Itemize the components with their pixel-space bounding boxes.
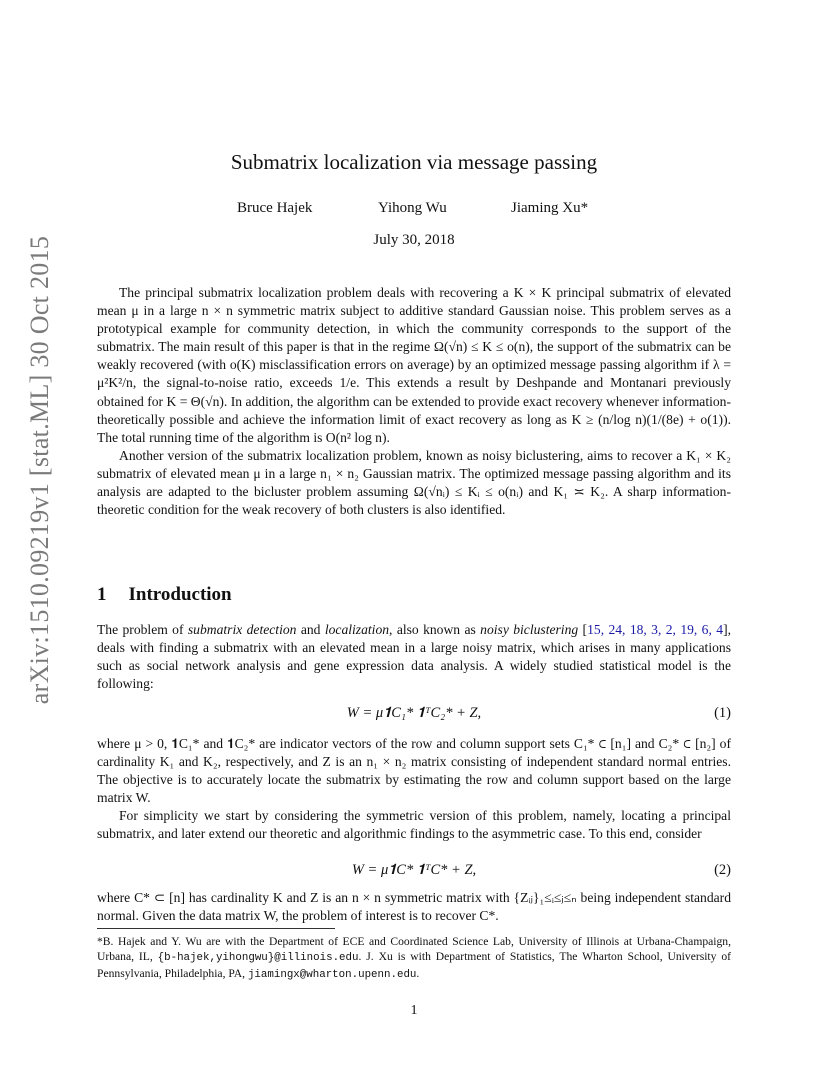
- intro-paragraph-2: [97, 735, 731, 807]
- arxiv-stamp: [16, 235, 64, 705]
- text-run: The problem of: [97, 622, 188, 637]
- author-2: Yihong Wu: [378, 200, 447, 216]
- intro-paragraph-3-text: For simplicity we start by considering the symmetric version of this problem, namely, locating a principal submatrix, and later extend our theoretic and algorithmic findings to the asymmetric case. To this end, consider: [97, 808, 731, 842]
- intro-paragraph-1: [97, 621, 731, 693]
- footnote-email-1[interactable]: {b-hajek,yihongwu}@illinois.edu: [157, 952, 359, 964]
- text-run: [: [578, 622, 588, 637]
- section-title: Introduction: [128, 584, 232, 605]
- text-emph: noisy biclustering: [480, 622, 579, 637]
- author-3: Jiaming Xu*: [511, 200, 589, 216]
- equation-1: [97, 705, 731, 725]
- text-run: and: [296, 622, 325, 637]
- equation-2: [97, 862, 731, 882]
- equation-1-formula: W = μ𝟏C₁* 𝟏ᵀC₂* + Z,: [346, 705, 482, 721]
- section-heading: [97, 584, 232, 606]
- abstract-paragraph-1: The principal submatrix localization problem deals with recovering a K × K principal submatrix of elevated mean μ in a large n × n symmetric matrix subject to additive standard Gaussian noise. This problem serves as a prototypical example for community detection, in which the community corresponds to the support of the submatrix. The main result of this paper is that in the regime Ω(√n) ≤ K ≤ o(n), the support of the submatrix can be weakly recovered (with o(K) misclassification errors on average) by an optimized message passing algorithm if λ = μ²K²/n, the signal-to-noise ratio, exceeds 1/e. This extends a result by Deshpande and Montanari previously obtained for K = Θ(√n). In addition, the algorithm can be extended to provide exact recovery whenever information-theoretically possible and achieve the information limit of exact recovery as long as K ≥ (n/log n)(1/(8e) + o(1)). The total running time of the algorithm is O(n² log n).: [97, 285, 731, 445]
- page-number: 1: [410, 1003, 418, 1018]
- footnote-text: . J. Xu is with Department of Statistics, The Wharton School, University of Pennsylvania, Philadelphia, PA,: [97, 950, 731, 980]
- arxiv-stamp-text: arXiv:1510.09219v1 [stat.ML] 30 Oct 2015: [25, 235, 54, 705]
- text-run: , also known as: [389, 622, 481, 637]
- equation-2-label: (2): [714, 862, 731, 878]
- paper-date: July 30, 2018: [373, 232, 455, 248]
- citation-links[interactable]: 15, 24, 18, 3, 2, 19, 6, 4: [587, 622, 724, 637]
- equation-2-formula: W = μ𝟏C* 𝟏ᵀC* + Z,: [351, 862, 477, 878]
- abstract-paragraph-2: Another version of the submatrix localization problem, known as noisy biclustering, aims to recover a K₁ × K₂ submatrix of elevated mean μ in a large n₁ × n₂ Gaussian matrix. The optimized message passing algorithm and its analysis are adapted to the bicluster problem assuming Ω(√nᵢ) ≤ Kᵢ ≤ o(nᵢ) and K₁ ≍ K₂. A sharp information-theoretic condition for the weak recovery of both clusters is also identified.: [97, 447, 731, 518]
- author-1: Bruce Hajek: [237, 200, 313, 216]
- footnote-email-2[interactable]: jiamingx@wharton.upenn.edu: [247, 969, 417, 981]
- section-number: 1: [97, 584, 107, 605]
- footnote: [97, 934, 731, 983]
- abstract: [97, 284, 731, 519]
- intro-paragraph-3: [97, 807, 731, 843]
- footnote-text: *B. Hajek and Y. Wu are with the Department of ECE and Coordinated Science Lab, University of Illinois at Urbana-Champaign, Urbana, IL,: [97, 935, 731, 963]
- intro-paragraph-4-text: where C* ⊂ [n] has cardinality K and Z is an n × n symmetric matrix with {Zᵢⱼ}₁≤ᵢ≤ⱼ≤ₙ being independent standard normal. Given the data matrix W, the problem of interest is to recover C*.: [97, 890, 731, 924]
- text-emph: submatrix detection: [187, 622, 297, 637]
- paper-title: Submatrix localization via message passing: [230, 150, 598, 174]
- footnote-rule: [97, 928, 335, 929]
- text-emph: localization: [324, 622, 390, 637]
- footnote-text: .: [416, 967, 420, 980]
- intro-paragraph-2-text: where μ > 0, 𝟏C₁* and 𝟏C₂* are indicator vectors of the row and column support sets C₁* ⊂ [n₁] and C₂* ⊂ [n₂] of cardinality K₁ and K₂, respectively, and Z is an n₁ × n₂ matrix consisting of independent standard normal entries. The objective is to accurately locate the submatrix by estimating the row and column support based on the large matrix W.: [97, 736, 731, 806]
- intro-paragraph-4: [97, 889, 731, 925]
- equation-1-label: (1): [714, 705, 731, 721]
- text-run: ], deals with finding a submatrix with an elevated mean in a large noisy matrix, which arises in many applications such as social network analysis and gene expression data analysis. A widely studied statistical model is the following:: [97, 622, 731, 692]
